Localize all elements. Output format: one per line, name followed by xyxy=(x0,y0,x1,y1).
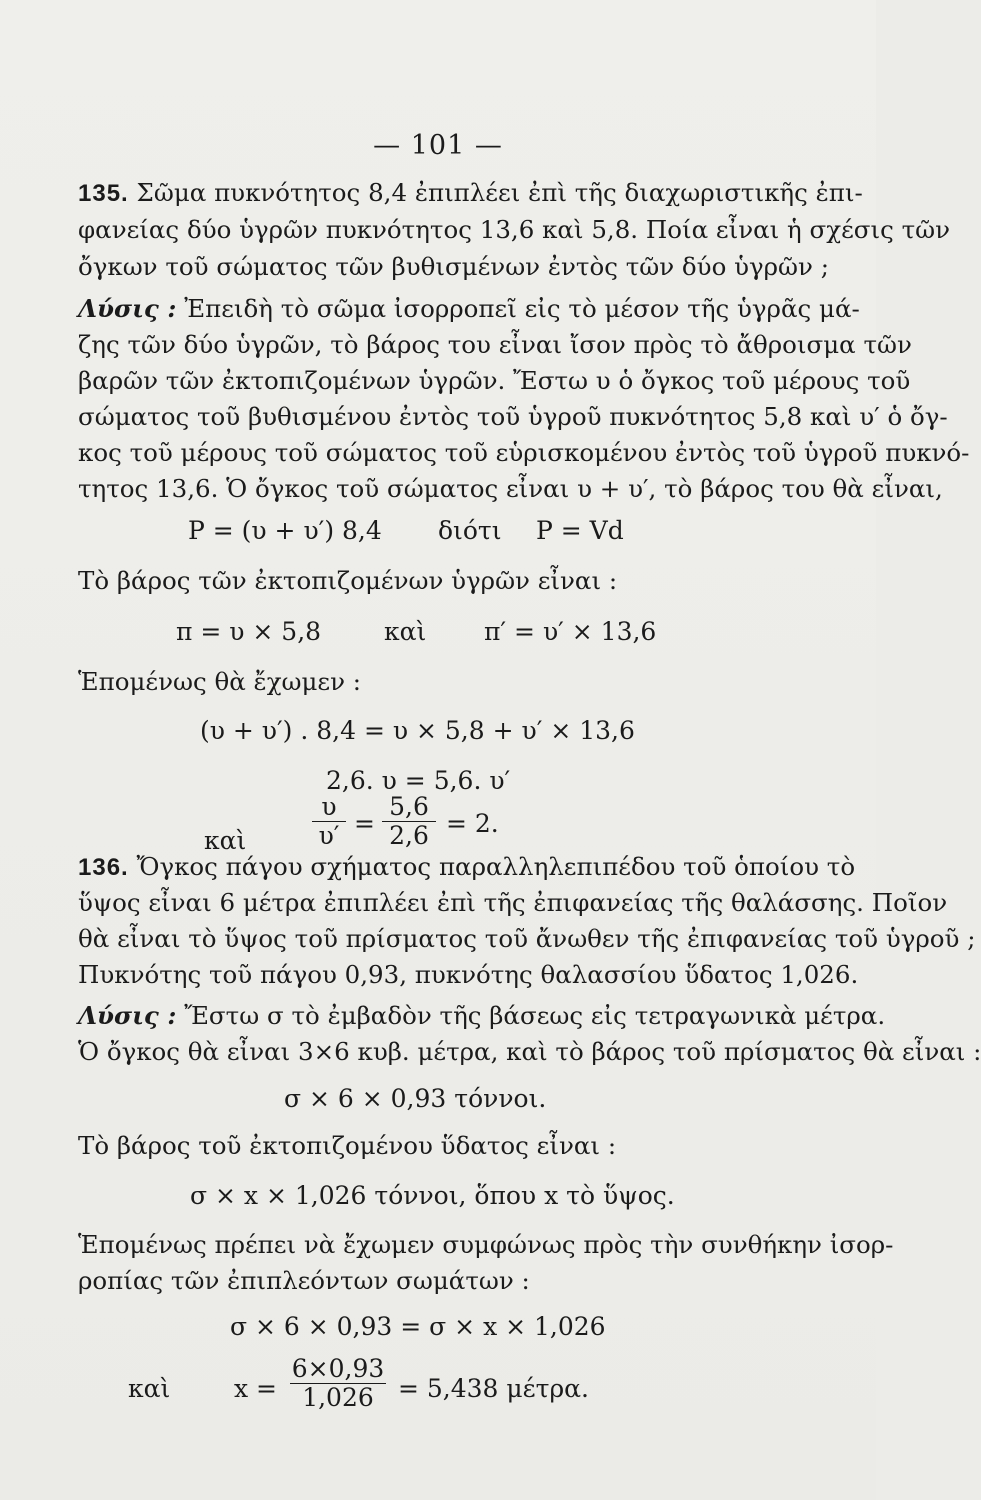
problem-136-line-4: Πυκνότης τοῦ πάγου 0,93, πυκνότης θαλασσίου ὕδατος 1,026. xyxy=(78,960,859,989)
text-therefore-2-line-1: Ἑπομένως πρέπει νὰ ἔχωμεν συμφώνως πρὸς τὴν συνθήκην ἰσορ- xyxy=(78,1230,894,1259)
fraction-density-ratio-denominator: 2,6 xyxy=(389,821,429,850)
fraction-volume-ratio-denominator: υ′ xyxy=(318,821,340,850)
equation-height-result: = 5,438 μέτρα. xyxy=(398,1374,589,1403)
fraction-density-ratio xyxy=(382,793,436,850)
equation-water-weight: σ × x × 1,026 τόννοι, ὅπου x τὸ ὕψος. xyxy=(190,1181,675,1210)
equation-prism-weight: σ × 6 × 0,93 τόννοι. xyxy=(284,1084,547,1113)
equation-equilibrium: σ × 6 × 0,93 = σ × x × 1,026 xyxy=(230,1312,606,1341)
equation-weight: P = (υ + υ′) 8,4 xyxy=(188,516,382,545)
equation-simplified: 2,6. υ = 5,6. υ′ xyxy=(326,766,511,795)
problem-135-line-2: φανείας δύο ὑγρῶν πυκνότητος 13,6 καὶ 5,8. Ποία εἶναι ἡ σχέσις τῶν xyxy=(78,215,951,244)
solution-135-line-5: κος τοῦ μέρους τοῦ σώματος τοῦ εὑρισκομένου ἐντὸς τοῦ ὑγροῦ πυκνό- xyxy=(78,438,970,467)
equals-sign: = xyxy=(354,809,375,838)
solution-136-text-1: Ἔστω σ τὸ ἐμβαδὸν τῆς βάσεως εἰς τετραγωνικὰ μέτρα. xyxy=(184,1001,886,1030)
problem-136-number: 136. xyxy=(78,854,129,881)
solution-135-line-6: τητος 13,6. Ὁ ὄγκος τοῦ σώματος εἶναι υ + υ′, τὸ βάρος του θὰ εἶναι, xyxy=(78,474,943,503)
text-kai-2: καὶ xyxy=(204,826,247,855)
page-number: — 101 — xyxy=(373,130,503,161)
fraction-volume-ratio-numerator: υ xyxy=(321,792,337,821)
text-therefore: Ἑπομένως θὰ ἔχωμεν : xyxy=(78,667,362,696)
equation-kai-1: καὶ xyxy=(384,617,427,646)
result-ratio: = 2. xyxy=(446,809,499,838)
fraction-density-ratio-numerator: 5,6 xyxy=(389,792,429,821)
problem-136-line-1 xyxy=(78,849,856,886)
problem-135-number: 135. xyxy=(78,180,129,207)
problem-136-line-2: ὕψος εἶναι 6 μέτρα ἐπιπλέει ἐπὶ τῆς ἐπιφανείας τῆς θαλάσσης. Ποῖον xyxy=(78,888,948,917)
equation-p-vd: P = Vd xyxy=(536,516,624,545)
problem-136-line-3: θὰ εἶναι τὸ ὕψος τοῦ πρίσματος τοῦ ἄνωθεν τῆς ἐπιφανείας τοῦ ὑγροῦ ; xyxy=(78,924,976,953)
solution-136-line-2: Ὁ ὄγκος θὰ εἶναι 3×6 κυβ. μέτρα, καὶ τὸ βάρος τοῦ πρίσματος θὰ εἶναι : xyxy=(78,1037,981,1066)
text-displaced-water: Τὸ βάρος τοῦ ἐκτοπιζομένου ὕδατος εἶναι : xyxy=(78,1131,617,1160)
fraction-height-denominator: 1,026 xyxy=(302,1383,374,1412)
solution-135-line-1 xyxy=(78,291,860,327)
equation-pi-prime: π′ = υ′ × 13,6 xyxy=(484,617,657,646)
solution-136-line-1 xyxy=(78,998,886,1034)
problem-135-text-1: Σῶμα πυκνότητος 8,4 ἐπιπλέει ἐπὶ τῆς διαχωριστικῆς ἐπι- xyxy=(136,178,863,207)
equation-balance: (υ + υ′) . 8,4 = υ × 5,8 + υ′ × 13,6 xyxy=(200,716,635,745)
equation-pi: π = υ × 5,8 xyxy=(176,617,322,646)
problem-136-text-1: Ὄγκος πάγου σχήματος παραλληλεπιπέδου τοῦ ὁποίου τὸ xyxy=(136,852,856,881)
solution-135-line-3: βαρῶν τῶν ἐκτοπιζομένων ὑγρῶν. Ἔστω υ ὁ ὄγκος τοῦ μέρους τοῦ xyxy=(78,366,911,395)
text-therefore-2-line-2: ροπίας τῶν ἐπιπλεόντων σωμάτων : xyxy=(78,1266,530,1295)
problem-135-line-3: ὄγκων τοῦ σώματος τῶν βυθισμένων ἐντὸς τῶν δύο ὑγρῶν ; xyxy=(78,252,829,281)
text-kai-3: καὶ xyxy=(128,1374,171,1403)
solution-135-line-4: σώματος τοῦ βυθισμένου ἐντὸς τοῦ ὑγροῦ πυκνότητος 5,8 καὶ υ′ ὁ ὄγ- xyxy=(78,402,948,431)
equation-because: διότι xyxy=(438,516,502,545)
fraction-height-numerator: 6×0,93 xyxy=(291,1354,385,1383)
solution-136-label: Λύσις : xyxy=(78,1001,177,1030)
equation-x-label: x = xyxy=(234,1374,277,1403)
fraction-volume-ratio xyxy=(312,793,346,850)
problem-135-line-1 xyxy=(78,175,863,212)
solution-135-text-1: Ἐπειδὴ τὸ σῶμα ἰσορροπεῖ εἰς τὸ μέσον τῆς ὑγρᾶς μά- xyxy=(184,294,860,323)
solution-135-label: Λύσις : xyxy=(78,294,177,323)
fraction-height xyxy=(290,1355,386,1412)
solution-135-line-2: ζης τῶν δύο ὑγρῶν, τὸ βάρος του εἶναι ἴσον πρὸς τὸ ἄθροισμα τῶν xyxy=(78,330,912,359)
text-displaced-weight: Τὸ βάρος τῶν ἐκτοπιζομένων ὑγρῶν εἶναι : xyxy=(78,566,618,595)
